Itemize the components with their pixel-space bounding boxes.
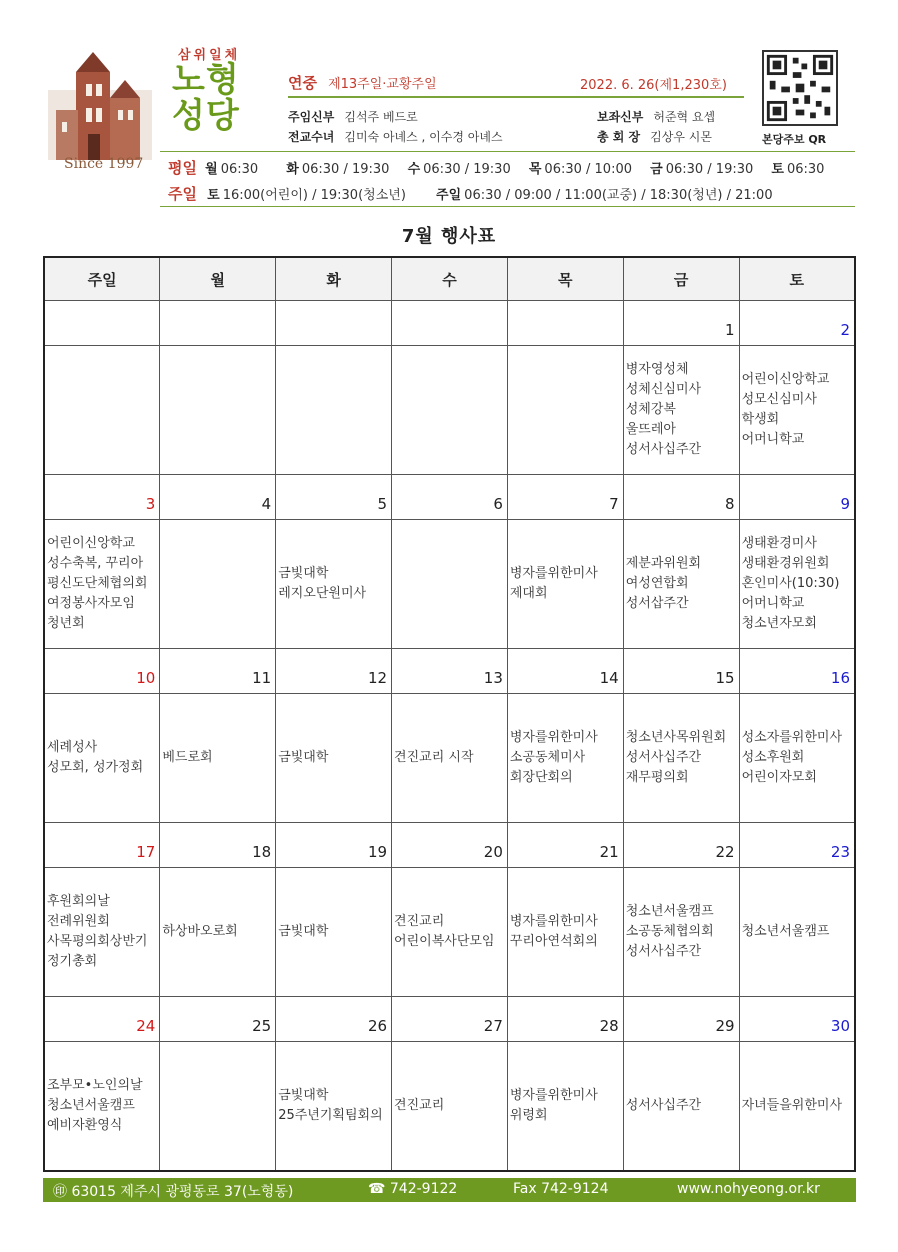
event-item: 성서삽주간: [625, 596, 689, 611]
event-item: 어린이신앙학교: [47, 536, 135, 551]
event-item: 꾸리아연석회의: [509, 934, 598, 949]
church-name: [172, 62, 240, 134]
event-item: 정기총회: [47, 954, 98, 969]
motto: 삼위일체: [178, 48, 241, 63]
date-number: 25: [160, 997, 276, 1042]
date-number: 16: [739, 649, 855, 694]
event-item: 견진교리: [394, 1098, 445, 1113]
website-link[interactable]: www.nohyeong.or.kr: [677, 1181, 820, 1197]
events-cell: [507, 520, 623, 649]
event-item: 예비자환영식: [47, 1118, 123, 1133]
mass-day: 금 06:30 / 19:30: [650, 162, 754, 177]
event-item: 성서사십주간: [625, 944, 702, 959]
weekday-header: 주일: [44, 257, 160, 301]
date-number: 1: [623, 301, 739, 346]
fax-text: Fax 742-9124: [513, 1181, 609, 1197]
events-cell: [392, 346, 508, 475]
event-item: 여정봉사자모임: [47, 596, 135, 611]
weekday-header: 월: [160, 257, 276, 301]
events-row: [44, 1042, 855, 1172]
date-number: 10: [44, 649, 160, 694]
event-item: 평신도단체협의회: [47, 576, 148, 591]
date-number: [160, 301, 276, 346]
events-cell: [44, 694, 160, 823]
calendar-body: [44, 301, 855, 1172]
event-item: 레지오단원미사: [278, 586, 367, 601]
event-item: 청소년서울캠프: [741, 924, 830, 939]
sat-label: 토: [207, 188, 220, 203]
event-item: 금빛대학: [278, 1088, 329, 1103]
event-item: 어머니학교: [741, 432, 805, 447]
date-number: 3: [44, 475, 160, 520]
event-item: 여성연합회: [625, 576, 689, 591]
events-cell: [160, 520, 276, 649]
weekday-header: 화: [276, 257, 392, 301]
event-item: 성모회, 성가정회: [47, 760, 144, 775]
date-number: 28: [507, 997, 623, 1042]
event-item: 성서사십주간: [625, 750, 702, 765]
event-item: 청소년서울캠프: [47, 1098, 135, 1113]
events-cell: [44, 1042, 160, 1172]
events-cell: [739, 1042, 855, 1172]
sun-label: 주일: [436, 188, 462, 203]
events-cell: [160, 868, 276, 997]
events-cell: [44, 520, 160, 649]
event-item: 청소년사목위원회: [625, 730, 727, 745]
event-item: 어린이자모회: [741, 770, 817, 785]
divider: [160, 151, 855, 152]
church-name-line1: 노형: [172, 60, 240, 100]
assistant-name: 허준혁 요셉: [653, 110, 716, 124]
events-cell: [623, 1042, 739, 1172]
footer-bar: [43, 1178, 856, 1202]
mass-day: 목 06:30 / 10:00: [528, 162, 632, 177]
event-item: 소공동체미사: [509, 750, 586, 765]
event-item: 조부모•노인의날: [47, 1078, 143, 1093]
events-cell: [623, 868, 739, 997]
weekday-header: 수: [392, 257, 508, 301]
president-name: 김상우 시몬: [650, 130, 712, 144]
page-title: 7월 행사표: [401, 226, 497, 247]
event-item: 청소년자모회: [741, 616, 817, 631]
assistant-info: [597, 108, 715, 125]
event-item: 성모신심미사: [741, 392, 817, 407]
sat-times: 16:00(어린이) / 19:30(청소년): [222, 188, 406, 203]
weekday-mass-row: [168, 157, 824, 178]
event-item: 성체강복: [625, 402, 676, 417]
events-cell: [276, 1042, 392, 1172]
address-text: ㊞ 63015 제주시 광평동로 37(노형동): [53, 1184, 294, 1200]
events-row: [44, 520, 855, 649]
event-item: 견진교리 시작: [394, 750, 474, 765]
sister-label: 전교수녀: [288, 130, 335, 144]
date-number: 27: [392, 997, 508, 1042]
divider: [160, 206, 855, 207]
event-item: 제분과위원회: [625, 556, 702, 571]
event-item: 어린이복사단모임: [394, 934, 495, 949]
events-cell: [739, 346, 855, 475]
date-number: 30: [739, 997, 855, 1042]
date-row: [44, 475, 855, 520]
date-number: [44, 301, 160, 346]
event-item: 혼인미사(10:30): [741, 576, 840, 591]
events-cell: [739, 694, 855, 823]
event-item: 병자를위한미사: [509, 730, 598, 745]
event-item: 사목평의회상반기: [47, 934, 148, 949]
sunday-mass-row: [168, 183, 773, 204]
date-number: [507, 301, 623, 346]
events-cell: [392, 868, 508, 997]
events-cell: [623, 694, 739, 823]
weekday-header: 금: [623, 257, 739, 301]
event-item: 금빛대학: [278, 566, 329, 581]
event-item: 자녀들을위한미사: [741, 1098, 843, 1113]
date-number: 23: [739, 823, 855, 868]
date-number: 22: [623, 823, 739, 868]
calendar-table: [43, 256, 856, 1172]
date-number: 6: [392, 475, 508, 520]
events-cell: [507, 1042, 623, 1172]
pastor-name: 김석주 베드로: [344, 110, 418, 124]
church-building-image: [48, 50, 152, 160]
pastor-info: [288, 108, 418, 125]
date-row: [44, 301, 855, 346]
event-item: 금빛대학: [278, 750, 329, 765]
event-item: 하상바오로회: [162, 924, 238, 939]
date-number: 24: [44, 997, 160, 1042]
date-number: 14: [507, 649, 623, 694]
date-number: 2: [739, 301, 855, 346]
event-item: 병자를위한미사: [509, 1088, 598, 1103]
sunday-mass-label: 주일: [168, 185, 197, 203]
date-number: 20: [392, 823, 508, 868]
date-row: [44, 997, 855, 1042]
event-item: 청년회: [47, 616, 85, 631]
date-number: 26: [276, 997, 392, 1042]
events-cell: [276, 868, 392, 997]
weekday-header: 목: [507, 257, 623, 301]
event-item: 회장단회의: [509, 770, 573, 785]
event-item: 성소후원회: [741, 750, 805, 765]
events-cell: [392, 694, 508, 823]
date-number: 8: [623, 475, 739, 520]
mass-day: 수 06:30 / 19:30: [407, 162, 511, 177]
event-item: 성수축복, 꾸리아: [47, 556, 144, 571]
event-item: 재무평의회: [625, 770, 689, 785]
mass-day: 토 06:30: [771, 162, 825, 177]
event-item: 어머니학교: [741, 596, 805, 611]
date-number: [276, 301, 392, 346]
event-item: 생태환경미사: [741, 536, 817, 551]
event-item: 견진교리: [394, 914, 445, 929]
event-item: 병자를위한미사: [509, 566, 598, 581]
events-cell: [276, 346, 392, 475]
event-item: 어린이신앙학교: [741, 372, 830, 387]
issue-date: 2022. 6. 26(제1,230호): [580, 78, 727, 93]
event-item: 전례위원회: [47, 914, 110, 929]
events-cell: [392, 1042, 508, 1172]
sun-times: 06:30 / 09:00 / 11:00(교중) / 18:30(청년) / 21:00: [464, 188, 773, 203]
events-cell: [276, 520, 392, 649]
date-number: 18: [160, 823, 276, 868]
weekday-header: 토: [739, 257, 855, 301]
events-cell: [160, 1042, 276, 1172]
events-row: [44, 694, 855, 823]
event-item: 금빛대학: [278, 924, 329, 939]
event-item: 생태환경위원회: [741, 556, 830, 571]
event-item: 청소년서울캠프: [625, 904, 714, 919]
event-item: 베드로회: [162, 750, 213, 765]
season-info: [288, 72, 437, 93]
events-cell: [44, 868, 160, 997]
event-item: 병자를위한미사: [509, 914, 598, 929]
date-number: 4: [160, 475, 276, 520]
events-cell: [44, 346, 160, 475]
season-label: 연중: [288, 74, 317, 92]
date-number: 15: [623, 649, 739, 694]
week-label: 제13주일·교황주일: [328, 77, 437, 92]
church-name-line2: 성당: [172, 96, 240, 136]
date-number: 5: [276, 475, 392, 520]
president-label: 총 회 장: [597, 130, 641, 144]
events-cell: [392, 520, 508, 649]
event-item: 학생회: [741, 412, 780, 427]
events-row: [44, 346, 855, 475]
date-number: 7: [507, 475, 623, 520]
events-cell: [739, 868, 855, 997]
date-number: 11: [160, 649, 276, 694]
events-cell: [507, 868, 623, 997]
date-number: 13: [392, 649, 508, 694]
weekday-header-row: [44, 257, 855, 301]
date-number: 29: [623, 997, 739, 1042]
event-item: 소공동체협의회: [625, 924, 714, 939]
event-item: 병자영성체: [625, 362, 689, 377]
event-item: 성체신심미사: [625, 382, 702, 397]
event-item: 성서사십주간: [625, 1098, 702, 1113]
qr-label: 본당주보 QR: [762, 133, 827, 146]
date-row: [44, 823, 855, 868]
date-number: 19: [276, 823, 392, 868]
events-cell: [160, 694, 276, 823]
divider: [288, 96, 744, 98]
date-number: 9: [739, 475, 855, 520]
assistant-label: 보좌신부: [597, 110, 644, 124]
event-item: 후원회의날: [47, 894, 110, 909]
event-item: 성서사십주간: [625, 442, 702, 457]
weekday-mass-label: 평일: [168, 159, 197, 177]
sister-names: 김미숙 아녜스 , 이수경 아녜스: [344, 130, 503, 144]
event-item: 성소자를위한미사: [741, 730, 843, 745]
bulletin-header: [0, 0, 898, 210]
event-item: 세례성사: [47, 740, 98, 755]
pastor-label: 주임신부: [288, 110, 335, 124]
event-item: 울뜨레아: [625, 422, 676, 437]
events-cell: [507, 346, 623, 475]
mass-day: 화 06:30 / 19:30: [286, 162, 390, 177]
president-info: [597, 128, 712, 145]
date-number: 12: [276, 649, 392, 694]
mass-day: 월 06:30: [205, 162, 259, 177]
qr-code-icon[interactable]: [762, 50, 838, 126]
events-cell: [160, 346, 276, 475]
date-row: [44, 649, 855, 694]
date-number: 17: [44, 823, 160, 868]
events-cell: [739, 520, 855, 649]
date-number: 21: [507, 823, 623, 868]
event-item: 위령회: [509, 1108, 548, 1123]
date-number: [392, 301, 508, 346]
events-cell: [623, 346, 739, 475]
event-item: 25주년기획팀회의: [278, 1108, 383, 1123]
event-item: 제대회: [509, 586, 548, 601]
phone-text: ☎ 742-9122: [368, 1181, 458, 1197]
events-row: [44, 868, 855, 997]
since-label: Since 1997: [64, 156, 144, 172]
events-cell: [276, 694, 392, 823]
events-cell: [507, 694, 623, 823]
sister-info: [288, 128, 503, 145]
events-cell: [623, 520, 739, 649]
